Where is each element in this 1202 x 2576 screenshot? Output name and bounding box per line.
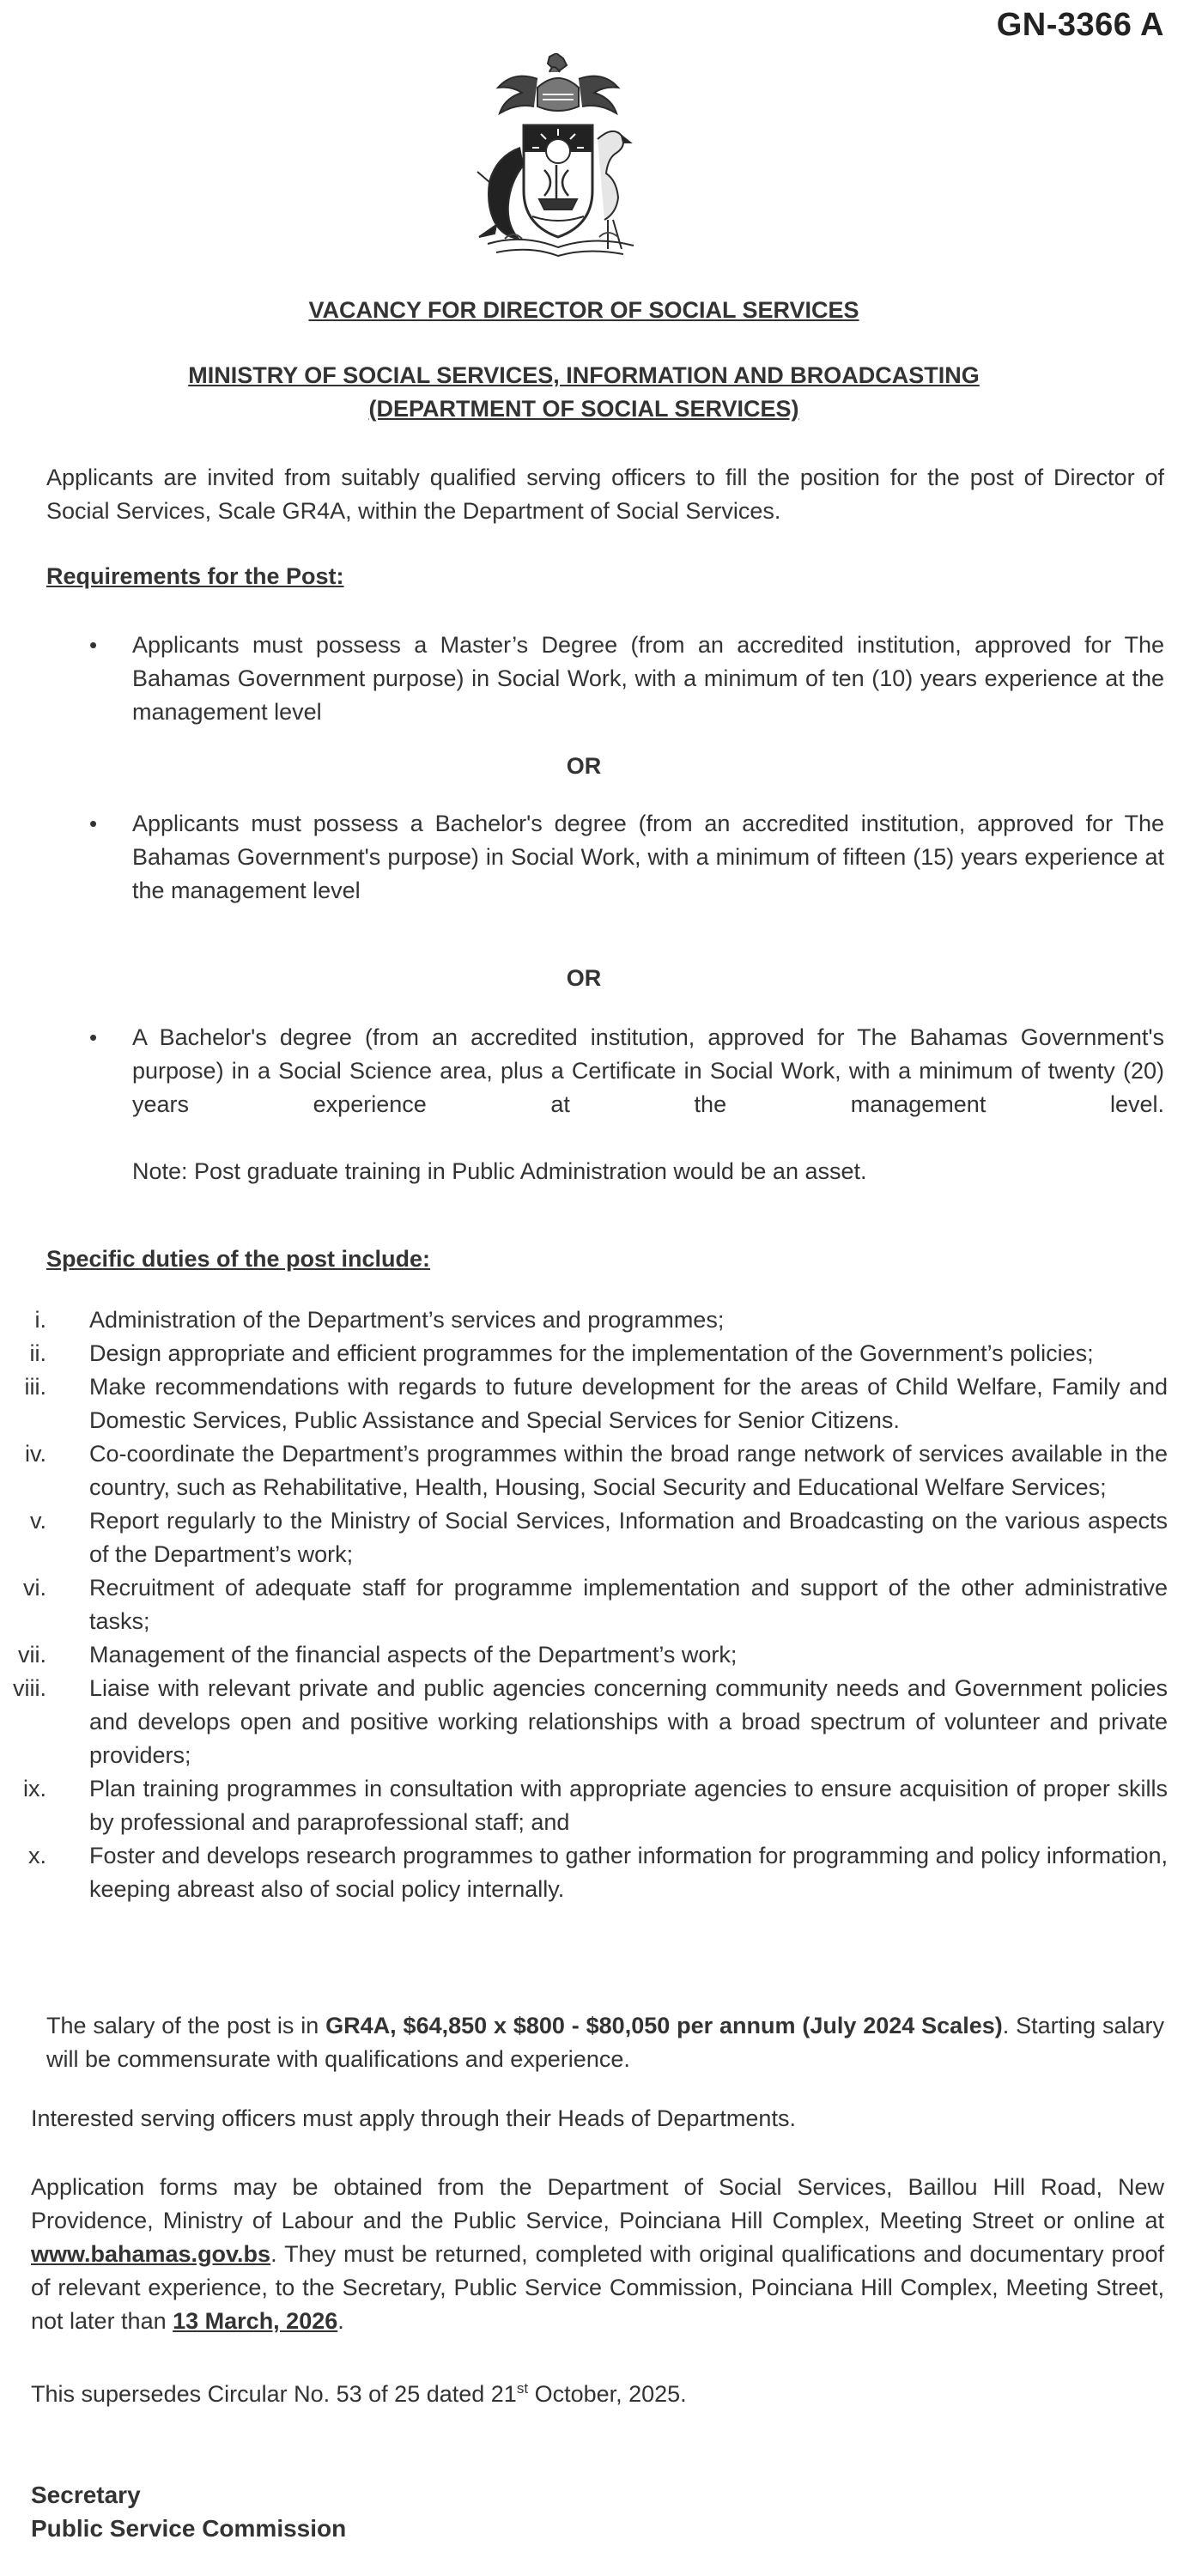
forms-text-2: . They must be returned, completed with original qualifications and documentary proof of relevant experience, to the Secretary, Public Service Commission, Poinciana Hill Complex, Meeting Street, not later than (31, 2241, 1164, 2334)
duty-numeral: x. (27, 1843, 46, 1868)
requirement-item: A Bachelor's degree (from an accredited institution, approved for The Bahamas Government's purpose) in a Social Science area, plus a Certificate in Social Work, with a minimum of twenty (20) years experience at the management level. (132, 1024, 1164, 1117)
duty-item (0, 1571, 1168, 1638)
duty-item (0, 1504, 1168, 1571)
duty-numeral: i. (34, 1307, 46, 1333)
requirements-heading: Requirements for the Post: (46, 563, 344, 589)
requirements-note: Note: Post graduate training in Public Administration would be an asset. (132, 1158, 867, 1184)
duty-item (0, 1437, 1168, 1504)
duty-item (0, 1638, 1168, 1672)
duty-text: Liaise with relevant private and public agencies concerning community needs and Government policies and develops open and positive working relationships with a broad spectrum of volunteer and private providers; (89, 1675, 1168, 1768)
requirement-item: Applicants must possess a Master’s Degree (from an accredited institution, approved for The Bahamas Government purpose) in Social Work, with a minimum of ten (10) years experience at the management level (132, 632, 1164, 725)
duty-numeral: vi. (23, 1575, 46, 1601)
duty-text: Administration of the Department’s services and programmes; (89, 1307, 725, 1333)
duty-item (0, 1672, 1168, 1772)
bullet-icon: • (89, 811, 98, 836)
supersedes-suffix: October, 2025. (528, 2381, 687, 2407)
forms-text-1: Application forms may be obtained from the Department of Social Services, Baillou Hill Road, New Providence, Ministry of Labour and the Public Service, Poinciana Hill Complex, Meeting Street or online at (31, 2174, 1164, 2233)
duty-item (0, 1370, 1168, 1437)
signature-office: Public Service Commission (31, 2515, 347, 2542)
duty-text: Foster and develops research programmes to gather information for programming and policy information, keeping abreast also of social policy internally. (89, 1843, 1168, 1902)
intro-paragraph: Applicants are invited from suitably qualified serving officers to fill the position for the post of Director of Social Services, Scale GR4A, within the Department of Social Services. (46, 465, 1164, 524)
supersedes-notice (31, 2372, 1164, 2411)
salary-suffix: . Starting salary will be commensurate with qualifications and experience. (46, 2013, 1165, 2072)
duty-text: Design appropriate and efficient programmes for the implementation of the Government’s policies; (89, 1340, 1094, 1366)
bahamas-gov-link[interactable]: www.bahamas.gov.bs (31, 2241, 271, 2267)
bullet-icon: • (89, 1024, 98, 1050)
duty-item (0, 1303, 1168, 1337)
salary-scale: GR4A, $64,850 x $800 - $80,050 per annum (July 2024 Scales) (325, 2013, 1003, 2038)
duty-text: Recruitment of adequate staff for programme implementation and support of the other administrative tasks; (89, 1575, 1168, 1634)
forms-text-3: . (337, 2308, 344, 2334)
duty-item (0, 1839, 1168, 1906)
duty-numeral: vii. (18, 1642, 46, 1668)
signature-title: Secretary (31, 2482, 141, 2508)
apply-instructions: Interested serving officers must apply through their Heads of Departments. (31, 2105, 796, 2131)
or-separator: OR (566, 965, 602, 991)
salary-paragraph (46, 2009, 1164, 2076)
bullet-icon: • (89, 632, 98, 658)
duty-numeral: ii. (29, 1340, 46, 1366)
application-forms-paragraph (31, 2171, 1164, 2338)
duty-text: Management of the financial aspects of the Department’s work; (89, 1642, 738, 1668)
duty-numeral: iii. (24, 1374, 46, 1400)
notice-code: GN-3366 A (996, 7, 1164, 43)
duty-numeral: iv. (25, 1441, 46, 1467)
requirement-item: Applicants must possess a Bachelor's degree (from an accredited institution, approved for The Bahamas Government's purpose) in Social Work, with a minimum of fifteen (15) years experience at the management level (132, 811, 1164, 903)
duties-heading: Specific duties of the post include: (46, 1246, 431, 1272)
duty-numeral: ix. (23, 1776, 46, 1801)
ministry-name: MINISTRY OF SOCIAL SERVICES, INFORMATION AND BROADCASTING (188, 362, 980, 388)
salary-prefix: The salary of the post is in (46, 2013, 326, 2038)
or-separator: OR (566, 753, 602, 779)
duty-item (0, 1772, 1168, 1839)
duty-numeral: viii. (13, 1675, 46, 1701)
duty-item (0, 1337, 1168, 1370)
bahamas-coat-of-arms (470, 53, 646, 263)
supersedes-prefix: This supersedes Circular No. 53 of 25 dated 21 (31, 2381, 517, 2407)
duty-text: Plan training programmes in consultation with appropriate agencies to ensure acquisition of proper skills by professional and paraprofessional staff; and (89, 1776, 1168, 1835)
supersedes-ordinal: st (516, 2380, 529, 2397)
duty-numeral: v. (30, 1508, 46, 1534)
department-name: (DEPARTMENT OF SOCIAL SERVICES) (368, 396, 799, 422)
duty-text: Co-coordinate the Department’s programmes within the broad range network of services available in the country, such as Rehabilitative, Health, Housing, Social Security and Educational Welfare Services; (89, 1441, 1168, 1500)
deadline-date: 13 March, 2026 (173, 2308, 338, 2334)
duties-list (0, 1303, 1168, 1906)
duty-text: Make recommendations with regards to future development for the areas of Child Welfare, Family and Domestic Services, Public Assistance and Special Services for Senior Citizens. (89, 1374, 1168, 1433)
vacancy-title: VACANCY FOR DIRECTOR OF SOCIAL SERVICES (308, 297, 859, 323)
duty-text: Report regularly to the Ministry of Social Services, Information and Broadcasting on the various aspects of the Department’s work; (89, 1508, 1168, 1567)
